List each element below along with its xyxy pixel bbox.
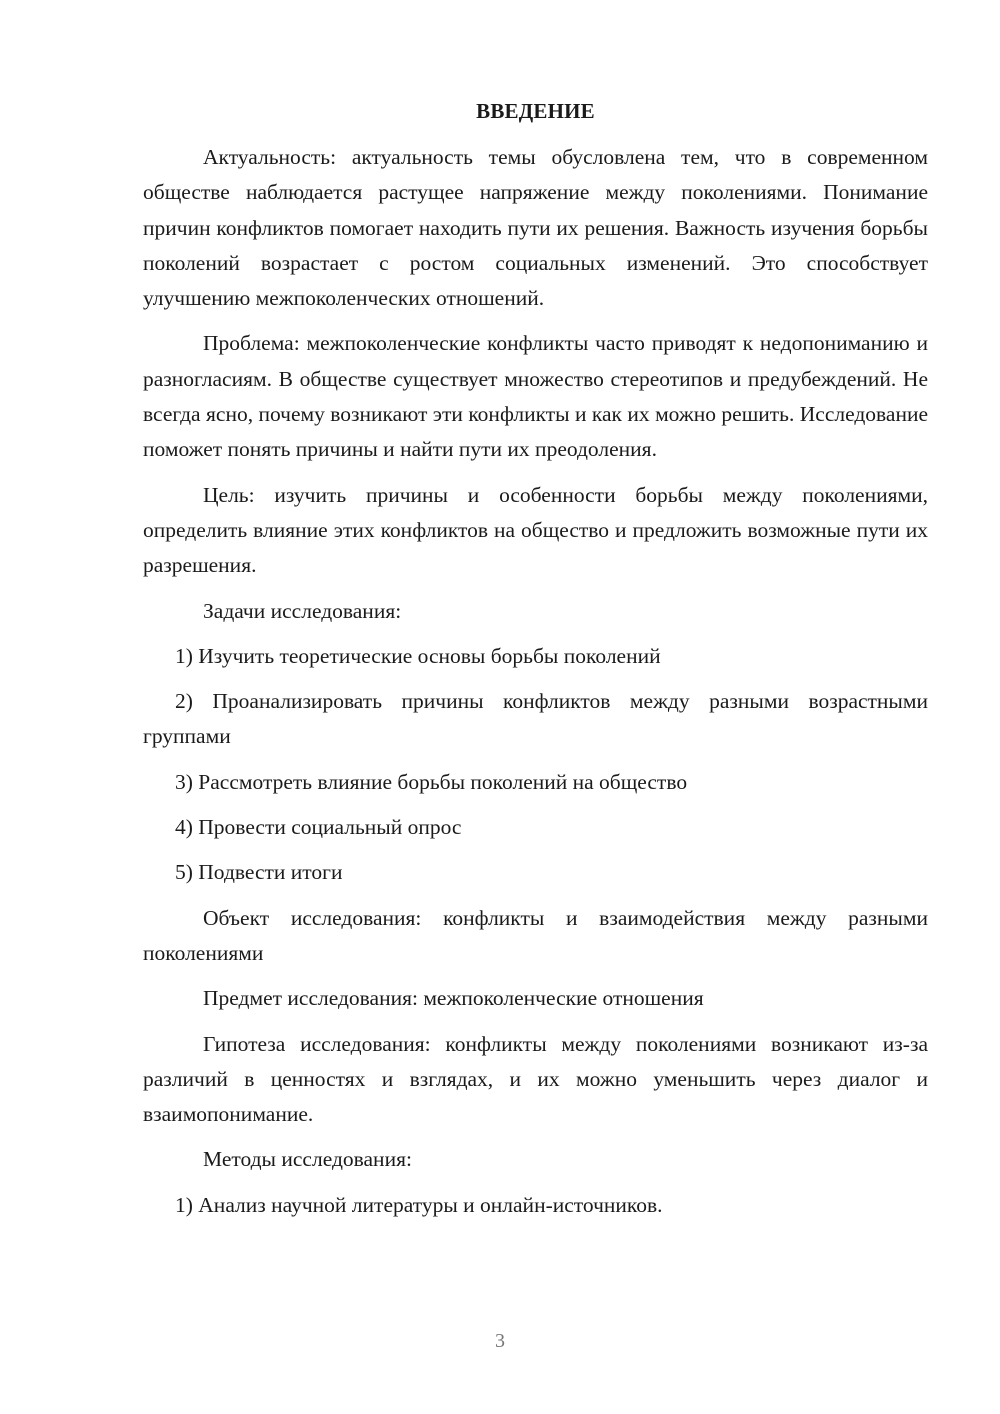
- problem-paragraph: Проблема: межпоколенческие конфликты часто приводят к недопониманию и разногласиям. В обществе существует множество стереотипов и предубеждений. Не всегда ясно, почему возникают эти конфликты и как их можно решить. Исследование поможет понять причины и найти пути их преодоления.: [143, 331, 928, 462]
- page-number: 3: [495, 1330, 505, 1352]
- object-paragraph: Объект исследования: конфликты и взаимодействия между разными поколениями: [143, 905, 928, 965]
- relevance-paragraph: Актуальность: актуальность темы обусловлена тем, что в современном обществе наблюдается растущее напряжение между поколениями. Понимание причин конфликтов помогает находить пути их решения. Важность изучения борьбы поколений возрастает с ростом социальных изменений. Это способствует улучшению межпоколенческих отношений.: [143, 145, 928, 311]
- method-item: 1) Анализ научной литературы и онлайн-источников.: [175, 1192, 663, 1217]
- task-item: 5) Подвести итоги: [175, 860, 343, 885]
- methods-heading: Методы исследования:: [203, 1147, 412, 1172]
- task-item: 2) Проанализировать причины конфликтов между разными возрастными группами: [143, 689, 928, 749]
- methods-list: [143, 1188, 928, 1223]
- goal-paragraph: Цель: изучить причины и особенности борьбы между поколениями, определить влияние этих конфликтов на общество и предложить возможные пути их разрешения.: [143, 482, 928, 578]
- document-page: [143, 94, 928, 1233]
- subject-paragraph: Предмет исследования: межпоколенческие отношения: [203, 986, 704, 1011]
- section-title: ВВЕДЕНИЕ: [476, 99, 595, 123]
- tasks-list: [143, 639, 928, 891]
- hypothesis-paragraph: Гипотеза исследования: конфликты между поколениями возникают из-за различий в ценностях и взглядах, и их можно уменьшить через диалог и взаимопонимание.: [143, 1031, 928, 1127]
- task-item: 1) Изучить теоретические основы борьбы поколений: [175, 643, 661, 668]
- tasks-heading: Задачи исследования:: [203, 598, 402, 623]
- task-item: 4) Провести социальный опрос: [175, 815, 462, 840]
- task-item: 3) Рассмотреть влияние борьбы поколений на общество: [175, 769, 688, 794]
